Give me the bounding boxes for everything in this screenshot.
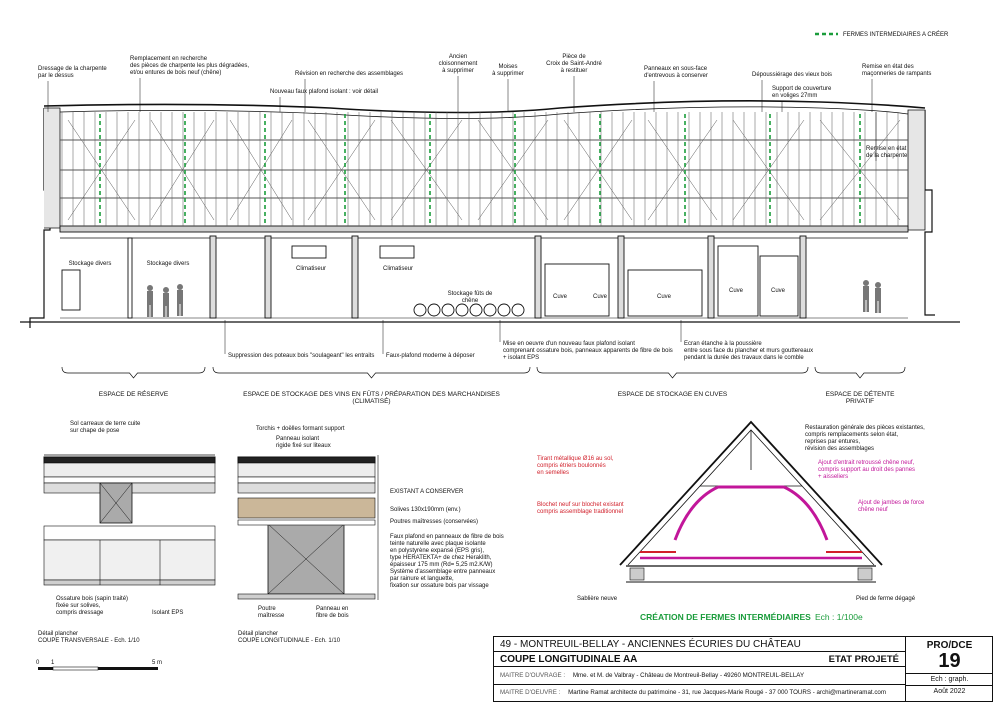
truss-note: Sablière neuve — [577, 596, 618, 602]
zone-bracket — [213, 367, 530, 378]
architect-label: MAITRE D'OEUVRE : — [500, 689, 561, 696]
project-title: 49 - MONTREUIL-BELLAY - ANCIENNES ÉCURIES DU CHÂTEAU — [494, 637, 905, 652]
detail2-caption: Détail plancher COUPE LONGITUDINALE - Ech. 1/10 — [238, 631, 341, 644]
room-label: Stockage divers — [146, 261, 190, 267]
zone-brackets — [62, 367, 905, 405]
truss-title: CRÉATION DE FERMES INTERMÉDIAIRES — [640, 612, 811, 622]
room-label: Cuve — [592, 294, 608, 300]
owner-label: MAITRE D'OUVRAGE : — [500, 672, 566, 679]
owner-value: Mme. et M. de Valbray - Château de Montreuil-Bellay - 49260 MONTREUIL-BELLAY — [572, 672, 805, 679]
scale-label-1: 1 — [51, 660, 55, 666]
top-annotation: Remplacement en recherche des pièces de charpente les plus dégradées, et/ou entures de bois neuf (chêne) — [130, 56, 250, 76]
zone-label: ESPACE DE RÉSERVE — [98, 391, 169, 398]
top-annotation: Remise en état de la charpente — [866, 146, 908, 159]
floor-detail-transverse — [44, 455, 215, 585]
scale-label-5: 5 m — [152, 660, 163, 666]
zone-label: ESPACE DE STOCKAGE DES VINS EN FÛTS / PRÉPARATION DES MARCHANDISES (CLIMATISÉ) — [243, 391, 500, 405]
detail-note: EXISTANT A CONSERVER — [390, 489, 464, 495]
sheet-scale: Ech : graph. — [906, 673, 993, 686]
room-label: Climatiseur — [295, 266, 327, 272]
legend-label: FERMES INTERMEDIAIRES A CRÉER — [843, 32, 949, 38]
floor-detail-longitudinal — [238, 455, 378, 600]
top-annotation: Ancien cloisonnement à supprimer — [438, 54, 478, 74]
top-annotation: Pièce de Croix de Saint-André à restituer — [546, 54, 602, 74]
top-annotation: Dépoussiérage des vieux bois — [752, 72, 833, 78]
detail2-label: Torchis + doëlles formant support — [256, 426, 345, 432]
ground-floor-partitions — [62, 236, 806, 318]
detail1-caption: Détail plancher COUPE TRANSVERSALE - Ech. 1/10 — [38, 631, 140, 644]
bottom-annotation: Ecran étanche à la poussière entre sous face du plancher et murs gouttereaux pendant la durée des travaux dans le comble — [684, 341, 814, 361]
top-annotation: Remise en état des maçonneries de rampants — [862, 64, 932, 77]
room-label: Climatiseur — [382, 266, 414, 272]
top-annotation: Nouveau faux plafond isolant : voir détail — [270, 89, 379, 95]
room-label: Stockage divers — [68, 261, 112, 267]
room-label: Cuve — [552, 294, 568, 300]
detail-note: Solives 130x190mm (env.) — [390, 507, 461, 513]
detail1-label: Ossature bois (sapin traité) fixée sur solives, compris dressage — [56, 596, 129, 616]
detail2-label: Panneau en fibre de bois — [316, 606, 349, 619]
bottom-annotations — [225, 320, 813, 361]
scale-label-0: 0 — [36, 660, 40, 666]
truss-note: Restauration générale des pièces existantes, compris remplacements selon état, reprises par entures, révision des assemblages — [805, 425, 925, 452]
detail-notes — [390, 489, 504, 589]
scale-bar — [36, 660, 162, 670]
top-annotation: Dressage de la charpente par le dessus — [38, 66, 107, 79]
zone-bracket — [815, 367, 905, 378]
architect-row — [494, 685, 905, 702]
bottom-annotation: Mise en oeuvre d'un nouveau faux plafond isolant comprenant ossature bois, panneaux apparents de fibre de bois + isolant EPS — [503, 341, 673, 361]
zone-bracket — [537, 367, 808, 378]
drawing-title: COUPE LONGITUDINALE AA — [500, 654, 638, 665]
top-annotation: Panneaux en sous-face d'entrevous à conserver — [644, 66, 708, 79]
title-block — [493, 636, 993, 702]
drawing-title-row — [494, 652, 905, 667]
truss-red-note: Tirant métallique Ø16 au sol, compris étriers boulonnés en semelles — [537, 456, 614, 476]
truss-magenta-note: Ajout d'entrait retroussé chêne neuf, compris support au droit des pannes + aisseliers — [818, 460, 916, 480]
top-annotation: Support de couverture en voliges 27mm — [772, 86, 832, 99]
bottom-annotation: Suppression des poteaux bois "soulageant" les entraits — [228, 353, 375, 359]
bottom-annotation: Faux-plafond moderne à déposer — [386, 353, 475, 359]
phase-code: PRO/DCE — [926, 640, 973, 651]
detail2-label: Poutre maîtresse — [258, 606, 285, 619]
detail1-label: Sol carreaux de terre cuite sur chape de pose — [70, 421, 141, 434]
top-annotation: Moises à supprimer — [492, 64, 524, 77]
truss-note: Pied de ferme dégagé — [856, 596, 916, 602]
roof-frame — [60, 112, 908, 226]
detail1-label: Isolant EPS — [152, 610, 184, 616]
sheet-id-box — [905, 637, 993, 701]
zone-label: ESPACE DE STOCKAGE EN CUVES — [617, 391, 728, 398]
detail2-label: Panneau isolant rigide fixé sur liteaux — [276, 436, 331, 449]
zone-label: ESPACE DE DÉTENTE PRIVATIF — [825, 391, 895, 405]
owner-row — [494, 667, 905, 685]
detail-note: Poutres maîtresses (conservées) — [390, 519, 479, 525]
truss-red-note: Blochet neuf sur blochet existant compris assemblage traditionnel — [537, 502, 624, 515]
room-label: Cuve — [728, 288, 744, 294]
status-label: ETAT PROJETÉ — [828, 654, 899, 665]
room-label: Stockage fûts de chêne — [447, 291, 493, 304]
truss-magenta-note: Ajout de jambes de force chêne neuf — [858, 500, 925, 513]
room-label: Cuve — [656, 294, 672, 300]
sheet-date: Août 2022 — [933, 688, 966, 695]
top-annotation: Révision en recherche des assemblages — [295, 71, 404, 77]
detail-note: Faux plafond en panneaux de fibre de bois teinte naturelle avec plaque isolante en polystyrène expansé (EPS gris), type HERATEKTA+ de chez Heraklith, épaisseur 175 mm (Rd= 5,25 m2.K/W) Système d'assemblage entre panneaux par rainure et languette, fixation sur ossature bois par vissage — [390, 534, 504, 589]
truss-scale: Ech : 1/100e — [815, 612, 863, 622]
zone-bracket — [62, 367, 205, 378]
sheet-number: 19 — [938, 650, 961, 672]
architect-value: Martine Ramat architecte du patrimoine - 31, rue Jacques-Marie Rougé - 37 000 TOURS - archi@martineramat.com — [568, 689, 887, 696]
room-label: Cuve — [770, 288, 786, 294]
